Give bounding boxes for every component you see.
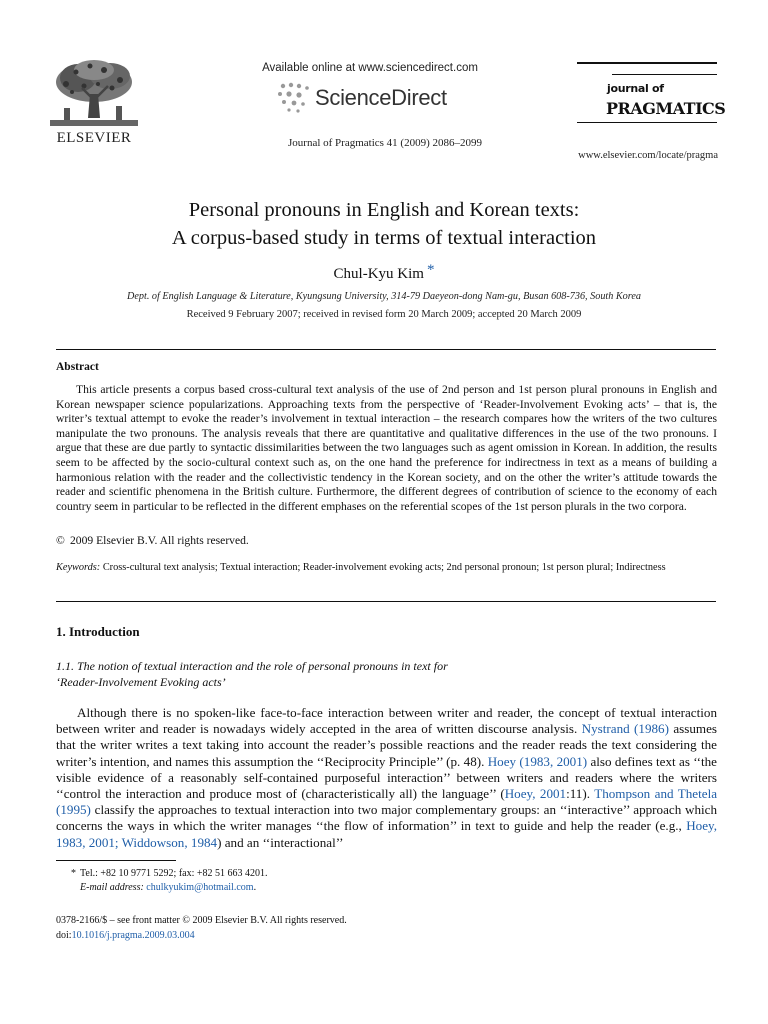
email-end: . (253, 882, 257, 893)
article-title (60, 196, 708, 252)
paragraph-text: also defines text as ‘‘the visible evidence of a reasonably self-contained purposeful interaction’’ between writers and readers where the writers ‘‘control the interaction and produce most of (characteristically all) the language’’ ( (56, 753, 717, 802)
paragraph-text: ) and an ‘‘interactional’’ (217, 834, 344, 850)
section-heading: 1. Introduction (56, 624, 140, 639)
citation-link[interactable]: Thompson and Thetela (1995) (56, 786, 718, 818)
paragraph-text: classify the approaches to textual interaction into two major complementary groups: an ‘‘interactive’’ approach which concerns the ways in which the writer manages ‘‘the flow of information’’ in text to guide and help the reader (e.g., (56, 802, 717, 834)
divider (56, 349, 716, 350)
doi-line (56, 928, 716, 943)
author-name: Chul-Kyu Kim (333, 266, 424, 282)
author-line (60, 262, 708, 283)
footnote-contact-line (56, 867, 716, 881)
abstract-copyright (56, 534, 717, 547)
article-header (0, 0, 768, 165)
paragraph-text: assumes that the writer writes a text taking into account the reader’s possible reactions and the reader reads the text considering the writer’s intention, and names this assumption the ‘‘Reciprocity Principle’’ (p. 48). (56, 721, 717, 769)
journal-logo-rule (577, 62, 717, 64)
doi-link[interactable]: 10.1016/j.pragma.2009.03.004 (71, 930, 195, 941)
author-footnote (56, 867, 716, 895)
citation-link[interactable]: Hoey (1983, 2001) (487, 753, 588, 769)
footnote-phone: Tel.: +82 10 9771 5292; fax: +82 51 663 4201. (80, 868, 268, 879)
page-footer (56, 913, 716, 943)
abstract-text: This article presents a corpus based cross-cultural text analysis of the use of 2nd person and 1st person plural pronouns in English and Korean newspaper science popularizations. Approaching texts from the perspective of ‘Reader-Involvement Evoking acts’ – that is, the writer’s textual attempt to evoke the reader’s involvement in textual interaction – the research compares how the writers of the two cultures manipulate the two pronouns. The analysis reveals that there are quantitative and qualitative differences in the use of the two pronouns. I argue that these are due partly to syntactic dissimilarities between the two languages such as agent omission in Korean. In addition, the results seem to be affected by the socio-cultural context such as, on the one hand the preference for indirectness in text as a means of building a harmonious relation with the reader and the collectivistic tendency in the Korean society, and on the other the writer’s attitude towards the reader and scientific phenomena in the British culture. Furthermore, the different degrees of contribution of science to the economy of each country seem in particular to be reflected in the different emphases on the referential scopes of the 1st person plurals in the two corpora. (56, 383, 717, 513)
subsection-heading-line: 1.1. The notion of textual interaction and the role of personal pronouns in text for (56, 659, 448, 673)
sciencedirect-logo-text: ScienceDirect (315, 85, 447, 110)
sciencedirect-dots-icon (275, 80, 313, 114)
footnote-email-line (56, 881, 716, 895)
author-footnote-link[interactable]: * (426, 262, 435, 278)
paragraph-text: Although there is no spoken-like face-to-face interaction between writer and reader, the concept of textual interaction between writer and reader is nowadays widely accepted in the area of written discourse analysis. (56, 705, 717, 737)
publisher-logo-text: ELSEVIER (56, 130, 132, 146)
subsection-heading-line: ‘Reader-Involvement Evoking acts’ (56, 675, 226, 689)
subsection-heading (56, 658, 656, 690)
available-online-text: Available online at www.sciencedirect.com (262, 62, 478, 74)
divider (56, 601, 716, 602)
doi-label: doi: (56, 930, 72, 941)
keywords-label: Keywords: (56, 562, 101, 573)
citation-link[interactable]: Nystrand (1986) (581, 721, 669, 737)
journal-reference: Journal of Pragmatics 41 (2009) 2086–2099 (288, 137, 482, 149)
author-affiliation: Dept. of English Language & Literature, Kyungsung University, 314-79 Daeyeon-dong Nam-gu, Busan 608-736, South Korea (127, 291, 641, 302)
citation-link[interactable]: Hoey, 1983, 2001; Widdowson, 1984 (56, 818, 717, 850)
footnote-divider (56, 860, 176, 861)
tree-icon (46, 58, 142, 130)
sciencedirect-logo (275, 80, 475, 114)
issn-line (56, 913, 716, 928)
paragraph-text: :11). (566, 786, 595, 802)
journal-logo-rule (612, 74, 717, 75)
keywords-list: Cross-cultural text analysis; Textual interaction; Reader-involvement evoking acts; 2nd personal pronoun; 1st person plural; Indirectness (102, 562, 666, 573)
title-line: A corpus-based study in terms of textual interaction (171, 227, 597, 249)
email-link[interactable]: chulkyukim@hotmail.com (146, 882, 254, 893)
footer-copyright: 2009 Elsevier B.V. All rights reserved. (192, 915, 347, 926)
footnote-marker: * (71, 868, 76, 879)
keywords (56, 561, 717, 575)
title-line: Personal pronouns in English and Korean texts: (188, 199, 580, 221)
issn-text: 0378-2166/$ – see front matter (56, 915, 180, 926)
journal-logo-title: PRAGMATICS (606, 99, 726, 118)
journal-url-link[interactable]: www.elsevier.com/locate/pragma (578, 150, 718, 161)
copyright-text: 2009 Elsevier B.V. All rights reserved. (70, 534, 249, 547)
received-dates: Received 9 February 2007; received in revised form 20 March 2009; accepted 20 March 2009 (186, 309, 582, 320)
journal-logo-small-text: journal of (607, 82, 664, 95)
journal-logo-rule (577, 122, 717, 123)
copyright-icon: © (182, 915, 190, 926)
email-label: E-mail address: (80, 882, 144, 893)
abstract-heading: Abstract (56, 361, 99, 373)
copyright-icon: © (56, 534, 65, 547)
intro-paragraph (56, 705, 717, 851)
citation-link[interactable]: Hoey, 2001 (504, 786, 567, 802)
